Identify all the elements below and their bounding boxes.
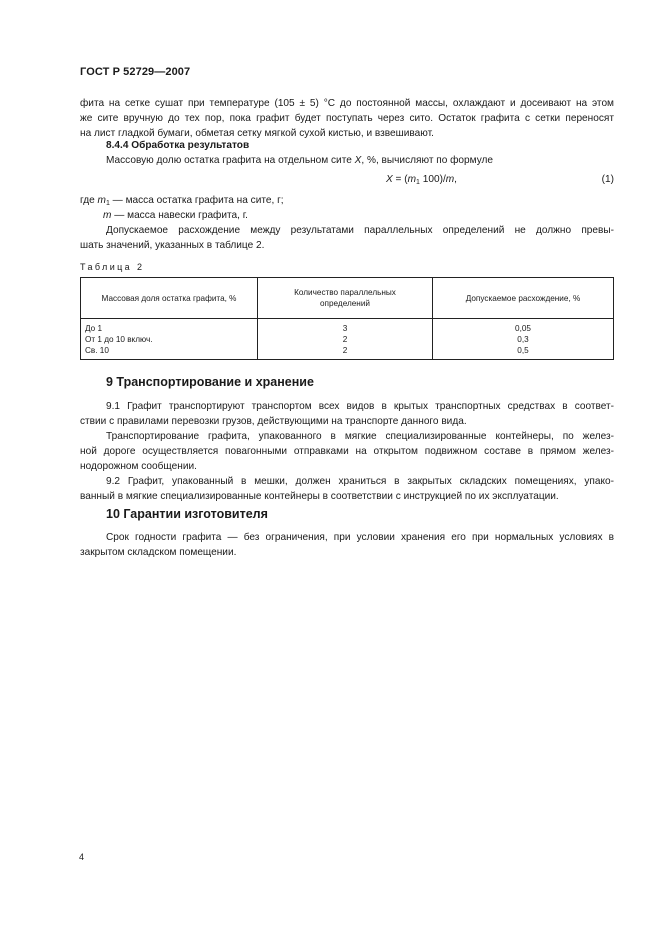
text-part: — масса навески графита, г. <box>111 210 248 221</box>
text-line: ной дороге осуществляется повагонными отправками на открытом подвижном составе в прямом желез- <box>80 446 614 457</box>
table-header-cell: Массовая доля остатка графита, % <box>81 278 258 319</box>
formula-part: , <box>454 174 457 185</box>
table-cell: 3 <box>258 319 433 335</box>
text-line: 9.1 Графит транспортируют транспортом всех видов в крытых транспортных средствах в соответ- <box>106 401 614 412</box>
text-line: ванный в мягкие специализированные контейнеры в соответствии с инструкцией по их эксплуатации. <box>80 491 559 502</box>
text-line: на лист гладкой бумаги, обметая сетку мягкой сухой кистью, и взвешивают. <box>80 128 434 139</box>
variable-x: X <box>354 155 362 166</box>
text-part: где <box>80 195 98 206</box>
legend-line-m <box>80 208 614 223</box>
subsection-title: 8.4.4 Обработка результатов <box>106 140 250 151</box>
subsection-8-4-4 <box>80 138 614 168</box>
table-header-cell: Допускаемое расхождение, % <box>433 278 614 319</box>
page-number: 4 <box>79 852 85 862</box>
text-line: 9.2 Графит, упакованный в мешки, должен храниться в закрытых складских помещениях, упако- <box>106 476 614 487</box>
table-cell: До 1 <box>81 319 258 335</box>
subscript: 1 <box>105 200 110 207</box>
formula-row <box>80 172 614 187</box>
table-row <box>81 345 614 360</box>
text-part: Массовую долю остатка графита на отдельном сите <box>106 155 355 166</box>
table-cell: Св. 10 <box>81 345 258 360</box>
table-cell: 2 <box>258 345 433 360</box>
variable-m: m <box>103 210 112 221</box>
legend-line-m1 <box>80 193 614 208</box>
text-line: нодорожном сообщении. <box>80 461 197 472</box>
text-line: же сите вручную до тех пор, пока графит будет поступать через сито. Остаток графита с сетки переносят <box>80 113 614 124</box>
text-line: Транспортирование графита, упакованного в мягкие специализированные контейнеры, по желез- <box>106 431 614 442</box>
formula-var-m: m <box>407 174 417 185</box>
text-line: Срок годности графита — без ограничения, при условии хранения его при нормальных условиях в <box>106 532 614 543</box>
table-header-cell: Количество параллельных определений <box>258 278 433 319</box>
section-title: 9 Транспортирование и хранение <box>106 375 314 389</box>
text-line: ствии с правилами перевозки грузов, действующими на транспорте данного вида. <box>80 416 467 427</box>
table-row <box>81 334 614 345</box>
variable-m: m <box>97 195 106 206</box>
table-cell: 0,3 <box>433 334 614 345</box>
formula-number: (1) <box>601 174 614 185</box>
table-row <box>81 319 614 335</box>
text-line: фита на сетке сушат при температуре (105 ± 5) °С до постоянной массы, охлаждают и досеивают на этом <box>80 98 614 109</box>
text-line: Допускаемое расхождение между результатами параллельных определений не должно превы- <box>106 225 614 236</box>
formula-part: = ( <box>392 174 408 185</box>
text-line: шать значений, указанных в таблице 2. <box>80 240 265 251</box>
formula-lhs: X <box>386 174 393 185</box>
standard-header: ГОСТ Р 52729—2007 <box>80 66 191 78</box>
table-cell: 2 <box>258 334 433 345</box>
intro-paragraph <box>80 96 614 141</box>
section-9-paragraphs <box>80 399 614 504</box>
table-cell: 0,5 <box>433 345 614 360</box>
table-header-row <box>81 278 614 319</box>
text-part: , %, вычисляют по формуле <box>361 155 494 166</box>
text-line: закрытом складском помещении. <box>80 547 237 558</box>
results-table <box>80 277 614 360</box>
table-cell: 0,05 <box>433 319 614 335</box>
table-caption: Таблица 2 <box>80 262 145 272</box>
formula <box>386 172 457 187</box>
formula-legend <box>80 193 614 253</box>
section-title: 10 Гарантии изготовителя <box>106 507 268 521</box>
text-part: — масса остатка графита на сите, г; <box>109 195 284 206</box>
formula-var-m: m <box>445 174 455 185</box>
formula-subscript: 1 <box>416 179 420 186</box>
formula-part: 100)/ <box>419 174 446 185</box>
table-cell: От 1 до 10 включ. <box>81 334 258 345</box>
section-10-paragraph <box>80 530 614 560</box>
formula-intro-text <box>80 153 614 168</box>
